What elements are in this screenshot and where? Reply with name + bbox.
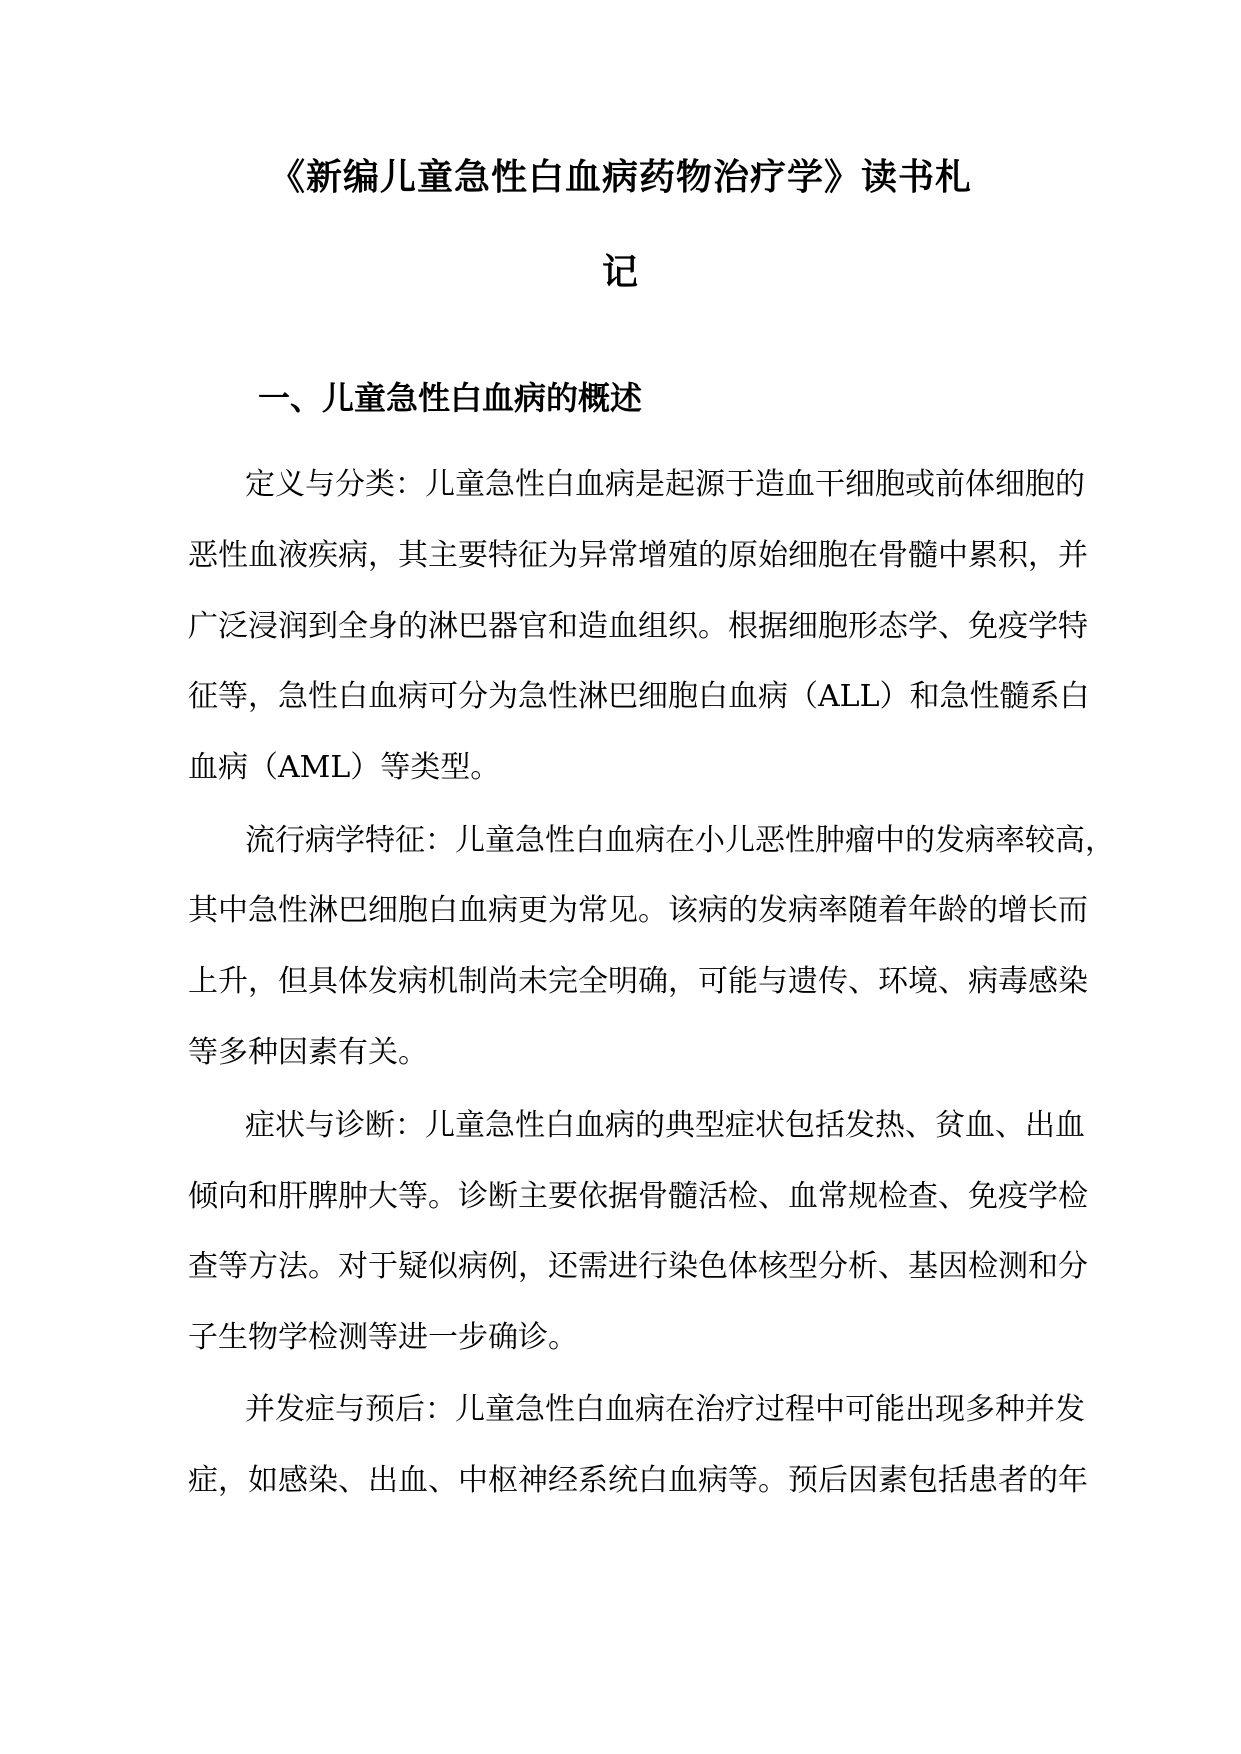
paragraph-3-line-4: 子生物学检测等进一步确诊。: [188, 1320, 578, 1355]
paragraph-1-line-3: 广泛浸润到全身的淋巴器官和造血组织。根据细胞形态学、免疫学特: [188, 609, 1088, 644]
paragraph-1-line-1: 定义与分类：儿童急性白血病是起源于造血干细胞或前体细胞的: [245, 467, 1085, 502]
paragraph-4-line-1: 并发症与预后：儿童急性白血病在治疗过程中可能出现多种并发: [245, 1392, 1085, 1427]
paragraph-2-line-4: 等多种因素有关。: [188, 1035, 428, 1070]
section-heading: 一、儿童急性白血病的概述: [258, 379, 643, 417]
paragraph-1-line-4: 征等，急性白血病可分为急性淋巴细胞白血病（ALL）和急性髓系白: [188, 679, 1090, 714]
paragraph-1-line-5: 血病（AML）等类型。: [188, 750, 501, 785]
paragraph-2-line-3: 上升，但具体发病机制尚未完全明确，可能与遗传、环境、病毒感染: [188, 964, 1088, 999]
document-title-line-1: 《新编儿童急性白血病药物治疗学》读书札: [268, 156, 972, 198]
paragraph-1-line-2: 恶性血液疾病，其主要特征为异常增殖的原始细胞在骨髓中累积，并: [188, 538, 1088, 573]
paragraph-4-line-2: 症，如感染、出血、中枢神经系统白血病等。预后因素包括患者的年: [188, 1463, 1088, 1498]
paragraph-2-line-2: 其中急性淋巴细胞白血病更为常见。该病的发病率随着年龄的增长而: [188, 893, 1088, 928]
document-title-line-2: 记: [601, 251, 639, 293]
paragraph-2-line-1: 流行病学特征：儿童急性白血病在小儿恶性肿瘤中的发病率较高，: [245, 823, 1115, 858]
paragraph-3-line-1: 症状与诊断：儿童急性白血病的典型症状包括发热、贫血、出血: [245, 1108, 1085, 1143]
paragraph-3-line-3: 查等方法。对于疑似病例，还需进行染色体核型分析、基因检测和分: [188, 1249, 1088, 1284]
paragraph-3-line-2: 倾向和肝脾肿大等。诊断主要依据骨髓活检、血常规检查、免疫学检: [188, 1179, 1088, 1214]
